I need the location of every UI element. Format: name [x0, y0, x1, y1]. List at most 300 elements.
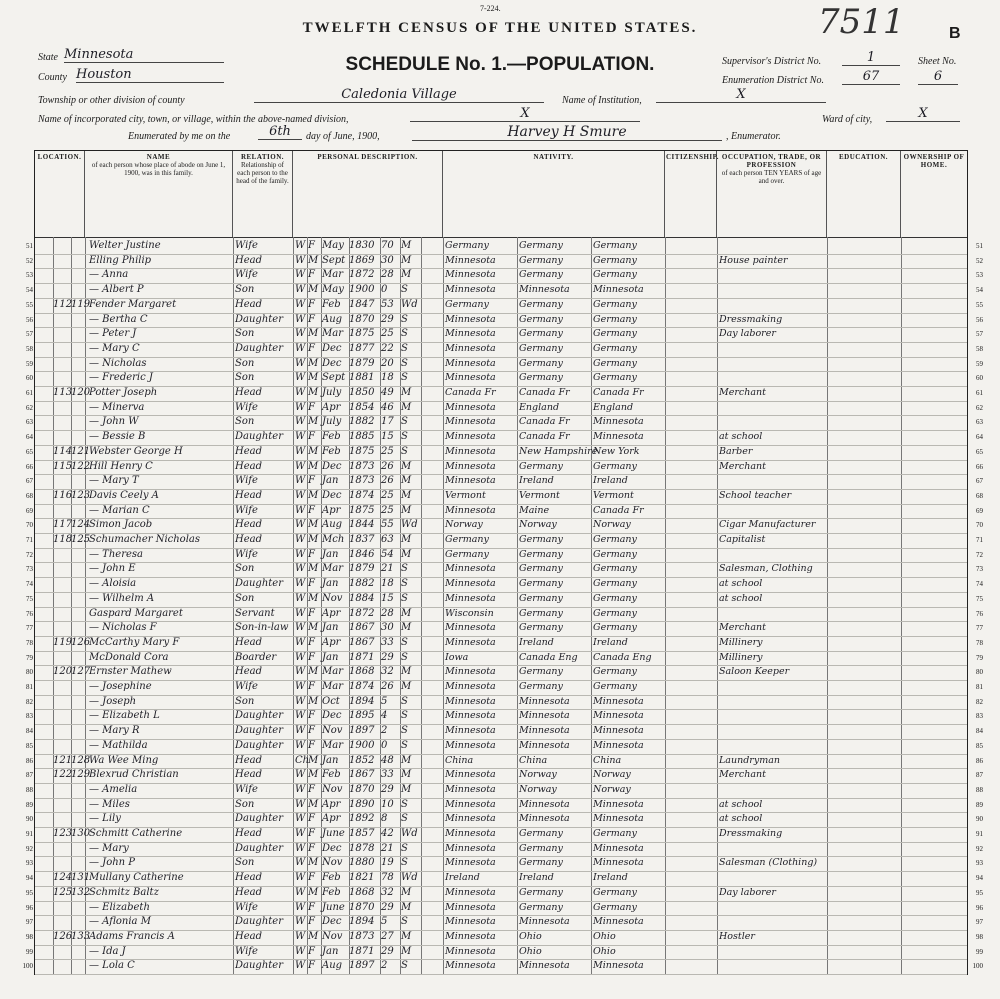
person-name: Hill Henry C	[89, 460, 153, 472]
relation: Daughter	[235, 739, 283, 751]
relation: Son	[235, 416, 255, 428]
sex: M	[308, 695, 319, 707]
education-header	[827, 151, 901, 237]
birth-month: Aug	[322, 519, 343, 531]
sex: M	[308, 622, 319, 634]
birth-year: 1873	[349, 475, 375, 487]
marital-status: S	[401, 445, 408, 457]
line-number: 97	[26, 918, 33, 927]
relation-description: Relationship of each person to the head of the family.	[236, 161, 289, 185]
birth-month: May	[322, 284, 344, 296]
birth-year: 1821	[349, 872, 375, 884]
relation: Head	[235, 460, 263, 472]
birthplace-mother: Ireland	[593, 872, 628, 884]
marital-status: M	[401, 901, 412, 913]
occupation: Millinery	[719, 651, 763, 663]
person-name: — Mary	[89, 842, 129, 854]
birthplace-father: Germany	[519, 298, 563, 310]
relation: Son	[235, 857, 255, 869]
line-number-right: 91	[976, 830, 983, 838]
occupation: Barber	[719, 445, 753, 457]
marital-status: S	[401, 284, 408, 296]
birthplace-mother: New York	[593, 445, 640, 457]
line-number-right: 67	[976, 477, 983, 486]
birthplace-father: Minnesota	[519, 813, 570, 825]
birthplace-person: Minnesota	[445, 828, 496, 839]
sex: F	[308, 813, 315, 825]
person-name: Blexrud Christian	[89, 769, 179, 781]
ward-label: Ward of city,	[822, 114, 873, 125]
line-number: 62	[26, 403, 33, 412]
line-number: 58	[26, 344, 33, 353]
person-name: Elling Philip	[89, 254, 152, 266]
line-number: 82	[26, 697, 33, 706]
color-race: W	[295, 916, 306, 928]
line-number: 88	[26, 785, 33, 794]
enumeration-label: Enumeration District No.	[722, 75, 824, 86]
person-name: — Bertha C	[89, 313, 148, 325]
color-race: W	[295, 489, 306, 501]
marital-status: S	[401, 651, 408, 663]
family-number: 122	[71, 460, 91, 472]
occupation: at school	[719, 431, 763, 443]
line-number: 76	[26, 609, 33, 618]
line-number-right: 65	[976, 447, 983, 456]
marital-status: S	[401, 431, 408, 443]
birthplace-father: Ireland	[519, 475, 554, 487]
birthplace-father: China	[519, 754, 548, 766]
occupation: Hostler	[719, 930, 755, 942]
relation: Daughter	[235, 916, 283, 928]
marital-status: S	[401, 813, 408, 825]
birthplace-person: Minnesota	[445, 475, 496, 487]
dwelling-number: 112	[53, 298, 73, 310]
marital-status: M	[401, 548, 412, 560]
sex: M	[308, 798, 319, 810]
line-number-right: 54	[976, 286, 983, 295]
birthplace-father: Canada Fr	[519, 387, 570, 398]
line-number-right: 62	[976, 403, 983, 412]
personal-caption: PERSONAL DESCRIPTION.	[317, 153, 418, 161]
color-race: W	[295, 416, 306, 428]
line-number: 61	[26, 389, 33, 397]
line-number-right: 56	[976, 315, 983, 324]
line-number-right: 60	[976, 374, 983, 383]
age: 53	[381, 298, 394, 310]
line-number-right: 99	[976, 947, 983, 956]
birthplace-mother: Germany	[593, 622, 637, 634]
dwelling-number: 123	[53, 828, 73, 839]
birthplace-father: Minnesota	[519, 725, 570, 737]
sex: F	[308, 240, 315, 251]
person-name: Welter Justine	[89, 240, 161, 251]
line-number: 65	[26, 447, 33, 456]
color-race: W	[295, 269, 306, 281]
birthplace-mother: Canada Eng	[593, 651, 652, 663]
line-number: 92	[26, 844, 33, 853]
birth-month: Mar	[322, 563, 343, 575]
person-name: Gaspard Margaret	[89, 607, 183, 619]
color-race: W	[295, 798, 306, 810]
marital-status: M	[401, 387, 412, 398]
color-race: W	[295, 401, 306, 413]
age: 20	[381, 357, 394, 369]
relation: Head	[235, 298, 263, 310]
birthplace-person: Norway	[445, 519, 483, 531]
line-number-right: 87	[976, 771, 983, 780]
sex: M	[308, 534, 319, 545]
color-race: W	[295, 357, 306, 369]
person-name: Ernster Mathew	[89, 666, 172, 678]
enumerated-mid: day of June, 1900,	[306, 131, 380, 142]
line-number-right: 95	[976, 888, 983, 897]
dwelling-number: 118	[53, 534, 73, 545]
age: 54	[381, 548, 394, 560]
age: 5	[381, 916, 388, 928]
birth-year: 1894	[349, 695, 375, 707]
color-race: W	[295, 681, 306, 692]
birthplace-mother: Germany	[593, 828, 637, 839]
color-race: W	[295, 857, 306, 869]
relation: Wife	[235, 548, 258, 560]
birthplace-father: Ireland	[519, 636, 554, 648]
color-race: W	[295, 328, 306, 340]
line-number-right: 88	[976, 785, 983, 794]
birth-month: Dec	[322, 710, 342, 722]
line-number: 83	[26, 712, 33, 721]
age: 29	[381, 651, 394, 663]
birth-year: 1847	[349, 298, 375, 310]
line-number-right: 64	[976, 433, 983, 442]
line-number: 93	[26, 859, 33, 868]
birthplace-father: Germany	[519, 681, 563, 692]
birth-year: 1900	[349, 284, 375, 296]
person-name: — Lily	[89, 813, 121, 825]
marital-status: S	[401, 725, 408, 737]
dwelling-number: 115	[53, 460, 73, 472]
birthplace-father: Ohio	[519, 945, 542, 957]
sex: F	[308, 710, 315, 722]
marital-status: S	[401, 916, 408, 928]
line-number: 60	[26, 374, 33, 383]
person-name: — Bessie B	[89, 431, 146, 443]
person-name: — Mathilda	[89, 739, 148, 751]
line-number: 77	[26, 624, 33, 633]
birth-month: Jan	[322, 548, 339, 560]
birthplace-mother: China	[593, 754, 622, 766]
family-number: 121	[71, 445, 91, 457]
birthplace-mother: Germany	[593, 534, 637, 545]
age: 15	[381, 592, 394, 604]
birthplace-father: Germany	[519, 607, 563, 619]
relation: Wife	[235, 783, 258, 795]
marital-status: S	[401, 842, 408, 854]
birth-year: 1869	[349, 254, 375, 266]
relation: Head	[235, 666, 263, 678]
line-number-right: 52	[976, 256, 983, 265]
birthplace-mother: Germany	[593, 328, 637, 340]
column-rule	[71, 237, 72, 974]
marital-status: S	[401, 857, 408, 869]
color-race: W	[295, 901, 306, 913]
birthplace-person: Minnesota	[445, 460, 496, 472]
color-race: W	[295, 842, 306, 854]
sex: M	[308, 284, 319, 296]
birthplace-person: Minnesota	[445, 313, 496, 325]
birthplace-person: Germany	[445, 298, 489, 310]
birth-year: 1870	[349, 783, 375, 795]
birth-month: June	[322, 828, 345, 839]
sex: F	[308, 681, 315, 692]
person-name: Schmitt Catherine	[89, 828, 183, 839]
color-race: W	[295, 739, 306, 751]
sex: F	[308, 739, 315, 751]
relation: Wife	[235, 504, 258, 516]
township-label: Township or other division of county	[38, 95, 185, 106]
relation: Head	[235, 828, 263, 839]
sex: M	[308, 930, 319, 942]
dwelling-number: 116	[53, 489, 73, 501]
birthplace-mother: Minnesota	[593, 284, 644, 296]
color-race: W	[295, 284, 306, 296]
dwelling-number: 122	[53, 769, 73, 781]
relation: Son	[235, 592, 255, 604]
birthplace-mother: Ireland	[593, 636, 628, 648]
sex: M	[308, 857, 319, 869]
line-number-right: 71	[976, 536, 983, 544]
occupation: House painter	[719, 254, 788, 266]
institution-value: X	[656, 87, 826, 103]
line-number-right: 97	[976, 918, 983, 927]
person-name: — Peter J	[89, 328, 137, 340]
birth-year: 1882	[349, 416, 375, 428]
line-number-right: 55	[976, 300, 983, 309]
birthplace-person: Ireland	[445, 872, 480, 884]
column-rule	[517, 237, 518, 974]
relation: Son	[235, 372, 255, 384]
occupation-description: of each person TEN YEARS of age and over.	[721, 169, 822, 185]
supervisor-label: Supervisor's District No.	[722, 56, 822, 67]
person-name: Simon Jacob	[89, 519, 153, 531]
marital-status: S	[401, 710, 408, 722]
marital-status: S	[401, 578, 408, 590]
birthplace-father: Germany	[519, 534, 563, 545]
person-name: — Mary T	[89, 475, 139, 487]
birth-year: 1852	[349, 754, 375, 766]
age: 55	[381, 519, 394, 531]
birthplace-mother: Germany	[593, 372, 637, 384]
line-number: 78	[26, 638, 33, 647]
birthplace-father: Germany	[519, 901, 563, 913]
enumerator-label: , Enumerator.	[726, 131, 781, 142]
line-number: 95	[26, 888, 33, 897]
line-number: 98	[26, 932, 33, 941]
person-name: — Miles	[89, 798, 130, 810]
marital-status: M	[401, 607, 412, 619]
person-name: McCarthy Mary F	[89, 636, 180, 648]
birthplace-person: Minnesota	[445, 666, 496, 678]
line-number-right: 58	[976, 344, 983, 353]
birthplace-father: Germany	[519, 357, 563, 369]
birthplace-person: Germany	[445, 240, 489, 251]
color-race: W	[295, 886, 306, 898]
occupation-header	[717, 151, 827, 237]
line-number-right: 59	[976, 359, 983, 368]
relation: Boarder	[235, 651, 277, 663]
marital-status: M	[401, 475, 412, 487]
birth-month: Aug	[322, 313, 343, 325]
relation: Head	[235, 489, 263, 501]
age: 26	[381, 460, 394, 472]
family-number: 130	[71, 828, 91, 839]
color-race: W	[295, 534, 306, 545]
color-race: W	[295, 960, 306, 972]
line-number: 89	[26, 800, 33, 809]
family-number: 128	[71, 754, 91, 766]
birthplace-person: Minnesota	[445, 798, 496, 810]
marital-status: Wd	[401, 872, 418, 884]
color-race: W	[295, 563, 306, 575]
birth-month: Jan	[322, 475, 339, 487]
sex: F	[308, 872, 315, 884]
occupation: at school	[719, 813, 763, 825]
birthplace-mother: Germany	[593, 681, 637, 692]
age: 42	[381, 828, 394, 839]
person-name: — Anna	[89, 269, 129, 281]
sex: M	[308, 769, 319, 781]
color-race: W	[295, 695, 306, 707]
age: 25	[381, 489, 394, 501]
line-number: 72	[26, 550, 33, 559]
birthplace-father: Minnesota	[519, 284, 570, 296]
birthplace-person: Minnesota	[445, 592, 496, 604]
person-name: — Theresa	[89, 548, 143, 560]
occupation: Merchant	[719, 622, 766, 634]
birthplace-mother: Germany	[593, 460, 637, 472]
birthplace-person: Minnesota	[445, 342, 496, 354]
birthplace-father: Germany	[519, 548, 563, 560]
line-number: 69	[26, 506, 33, 515]
birthplace-person: Minnesota	[445, 401, 496, 413]
sex: F	[308, 298, 315, 310]
birthplace-mother: Germany	[593, 592, 637, 604]
birth-month: Feb	[322, 886, 341, 898]
marital-status: M	[401, 269, 412, 281]
person-name: Davis Ceely A	[89, 489, 159, 501]
color-race: W	[295, 945, 306, 957]
marital-status: S	[401, 416, 408, 428]
dwelling-number: 117	[53, 519, 73, 531]
age: 32	[381, 886, 394, 898]
person-name: — Aloisia	[89, 578, 137, 590]
birthplace-father: Ohio	[519, 930, 542, 942]
personal-header	[293, 151, 443, 237]
family-number: 120	[71, 387, 91, 398]
line-number-right: 98	[976, 932, 983, 941]
birthplace-mother: Germany	[593, 240, 637, 251]
age: 29	[381, 313, 394, 325]
relation: Son	[235, 695, 255, 707]
dwelling-number: 119	[53, 636, 73, 648]
person-name: Wa Wee Ming	[89, 754, 159, 766]
sex: F	[308, 607, 315, 619]
relation: Wife	[235, 945, 258, 957]
ownership-header	[901, 151, 967, 237]
dwelling-number: 121	[53, 754, 73, 766]
line-number: 100	[22, 962, 33, 971]
birthplace-person: Minnesota	[445, 622, 496, 634]
age: 0	[381, 739, 388, 751]
column-rule	[665, 237, 666, 974]
state-label: State	[38, 52, 58, 63]
relation: Daughter	[235, 960, 283, 972]
birth-year: 1884	[349, 592, 375, 604]
marital-status: M	[401, 783, 412, 795]
occupation: Merchant	[719, 460, 766, 472]
birthplace-mother: Canada Fr	[593, 387, 644, 398]
birth-year: 1878	[349, 842, 375, 854]
birthplace-father: Minnesota	[519, 695, 570, 707]
birthplace-father: Ireland	[519, 872, 554, 884]
relation: Head	[235, 445, 263, 457]
person-name: Mullany Catherine	[89, 872, 184, 884]
age: 25	[381, 328, 394, 340]
row-rule	[35, 974, 967, 975]
marital-status: M	[401, 534, 412, 545]
age: 28	[381, 269, 394, 281]
person-name: — Amelia	[89, 783, 138, 795]
birthplace-person: Minnesota	[445, 769, 496, 781]
birth-year: 1890	[349, 798, 375, 810]
marital-status: S	[401, 695, 408, 707]
sex: F	[308, 401, 315, 413]
age: 0	[381, 284, 388, 296]
birth-month: Apr	[322, 798, 341, 810]
birth-year: 1874	[349, 489, 375, 501]
enumerated-day: 6th	[258, 124, 302, 140]
birth-month: Nov	[322, 930, 343, 942]
color-race: W	[295, 636, 306, 648]
color-race: W	[295, 431, 306, 443]
line-number-right: 77	[976, 624, 983, 633]
birth-year: 1873	[349, 930, 375, 942]
birth-year: 1830	[349, 240, 375, 251]
relation: Daughter	[235, 842, 283, 854]
age: 63	[381, 534, 394, 545]
sheet-value: 6	[918, 69, 958, 85]
person-name: — Wilhelm A	[89, 592, 155, 604]
relation: Head	[235, 519, 263, 531]
color-race: W	[295, 813, 306, 825]
page-stamp-number: 7511	[818, 2, 905, 42]
occupation: Merchant	[719, 387, 766, 398]
dwelling-number: 120	[53, 666, 73, 678]
relation: Servant	[235, 607, 275, 619]
age: 2	[381, 725, 388, 737]
age: 21	[381, 842, 394, 854]
line-number: 79	[26, 653, 33, 662]
birthplace-person: Minnesota	[445, 431, 496, 443]
birthplace-person: Minnesota	[445, 578, 496, 590]
marital-status: M	[401, 945, 412, 957]
color-race: W	[295, 254, 306, 266]
birth-month: Dec	[322, 916, 342, 928]
age: 46	[381, 401, 394, 413]
line-number-right: 51	[976, 242, 983, 250]
birthplace-father: Norway	[519, 519, 557, 531]
relation-caption: RELATION.	[240, 153, 285, 161]
relation: Wife	[235, 475, 258, 487]
